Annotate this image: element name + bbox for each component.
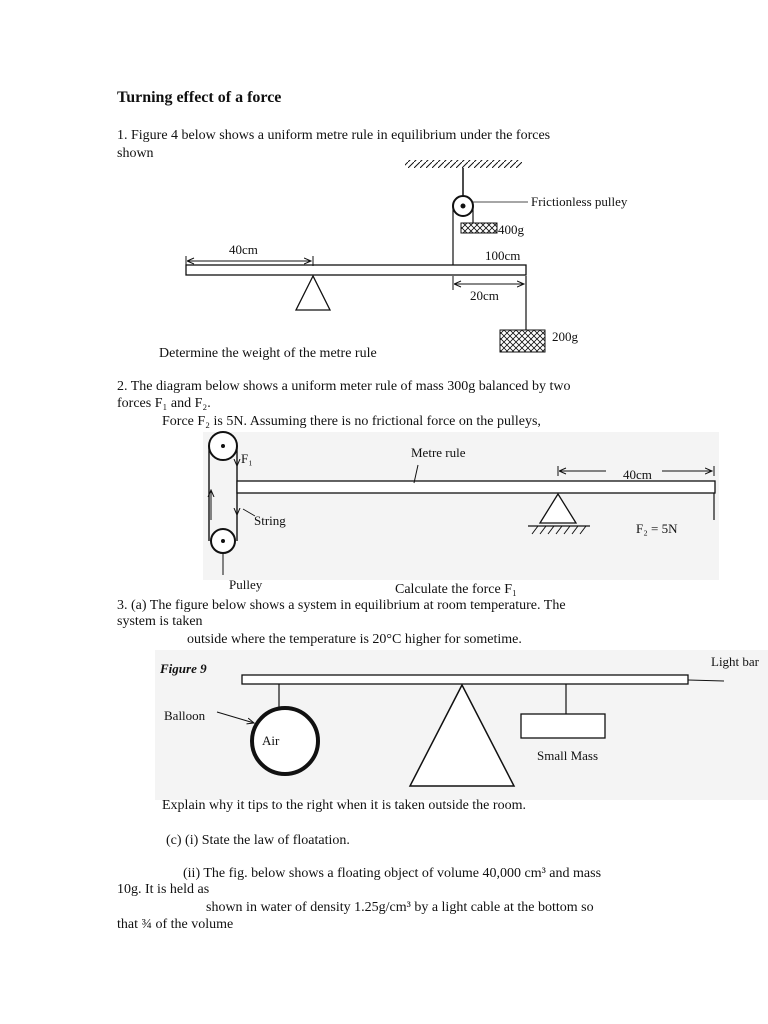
label-figure-9: Figure 9: [160, 661, 207, 676]
small-mass: [521, 714, 605, 738]
label-f2: F₂ = 5N: [636, 521, 678, 536]
label-metre-rule: Metre rule: [411, 445, 466, 460]
q2-task: Calculate the force F₁: [395, 582, 517, 597]
label-balloon: Balloon: [164, 708, 206, 723]
q3-c-ii-line3: shown in water of density 1.25g/cm³ by a light cable at the bottom so: [206, 900, 594, 915]
q2-text-line3: Force F₂ is 5N. Assuming there is no frictional force on the pulleys,: [162, 414, 541, 429]
pivot: [296, 276, 330, 310]
label-40cm: 40cm: [229, 242, 258, 257]
label-20cm: 20cm: [470, 288, 499, 303]
q2-text-line2: forces F₁ and F₂.: [117, 396, 211, 411]
label-f1: F₁: [241, 451, 253, 466]
q3-c-ii-line2: 10g. It is held as: [117, 882, 210, 897]
q1-text-line1: 1. Figure 4 below shows a uniform metre rule in equilibrium under the forces: [117, 128, 551, 143]
q3-text-line1: 3. (a) The figure below shows a system in equilibrium at room temperature. The: [117, 598, 566, 613]
label-200g: 200g: [552, 329, 578, 344]
label-100cm: 100cm: [485, 248, 521, 263]
q3-c-ii-line4: that ¾ of the volume: [117, 917, 234, 932]
mass-200g: [500, 330, 545, 352]
label-string: String: [254, 513, 286, 528]
q3-c-ii-line1: (ii) The fig. below shows a floating object of volume 40,000 cm³ and mass: [183, 866, 602, 881]
mass-400g: [461, 223, 497, 233]
q1-task: Determine the weight of the metre rule: [159, 346, 377, 361]
label-400g: 400g: [498, 222, 524, 237]
light-bar: [242, 675, 688, 684]
q3-task: Explain why it tips to the right when it is taken outside the room.: [162, 798, 526, 813]
metre-rule: [186, 265, 526, 275]
label-air: Air: [262, 733, 280, 748]
label-pulley: Pulley: [229, 577, 263, 592]
q1-text-line2: shown: [117, 146, 154, 161]
label-light-bar: Light bar: [711, 654, 760, 669]
q2-text-line1: 2. The diagram below shows a uniform meter rule of mass 300g balanced by two: [117, 379, 571, 394]
label-small-mass: Small Mass: [537, 748, 599, 763]
page-title: Turning effect of a force: [117, 89, 282, 106]
label-frictionless-pulley: Frictionless pulley: [531, 194, 628, 209]
q3-text-line2: system is taken: [117, 614, 203, 629]
ceiling: [405, 160, 522, 168]
label-40cm-fig2: 40cm: [623, 467, 652, 482]
q3-text-line3: outside where the temperature is 20°C higher for sometime.: [187, 632, 522, 647]
q3-c-i: (c) (i) State the law of floatation.: [166, 833, 350, 848]
